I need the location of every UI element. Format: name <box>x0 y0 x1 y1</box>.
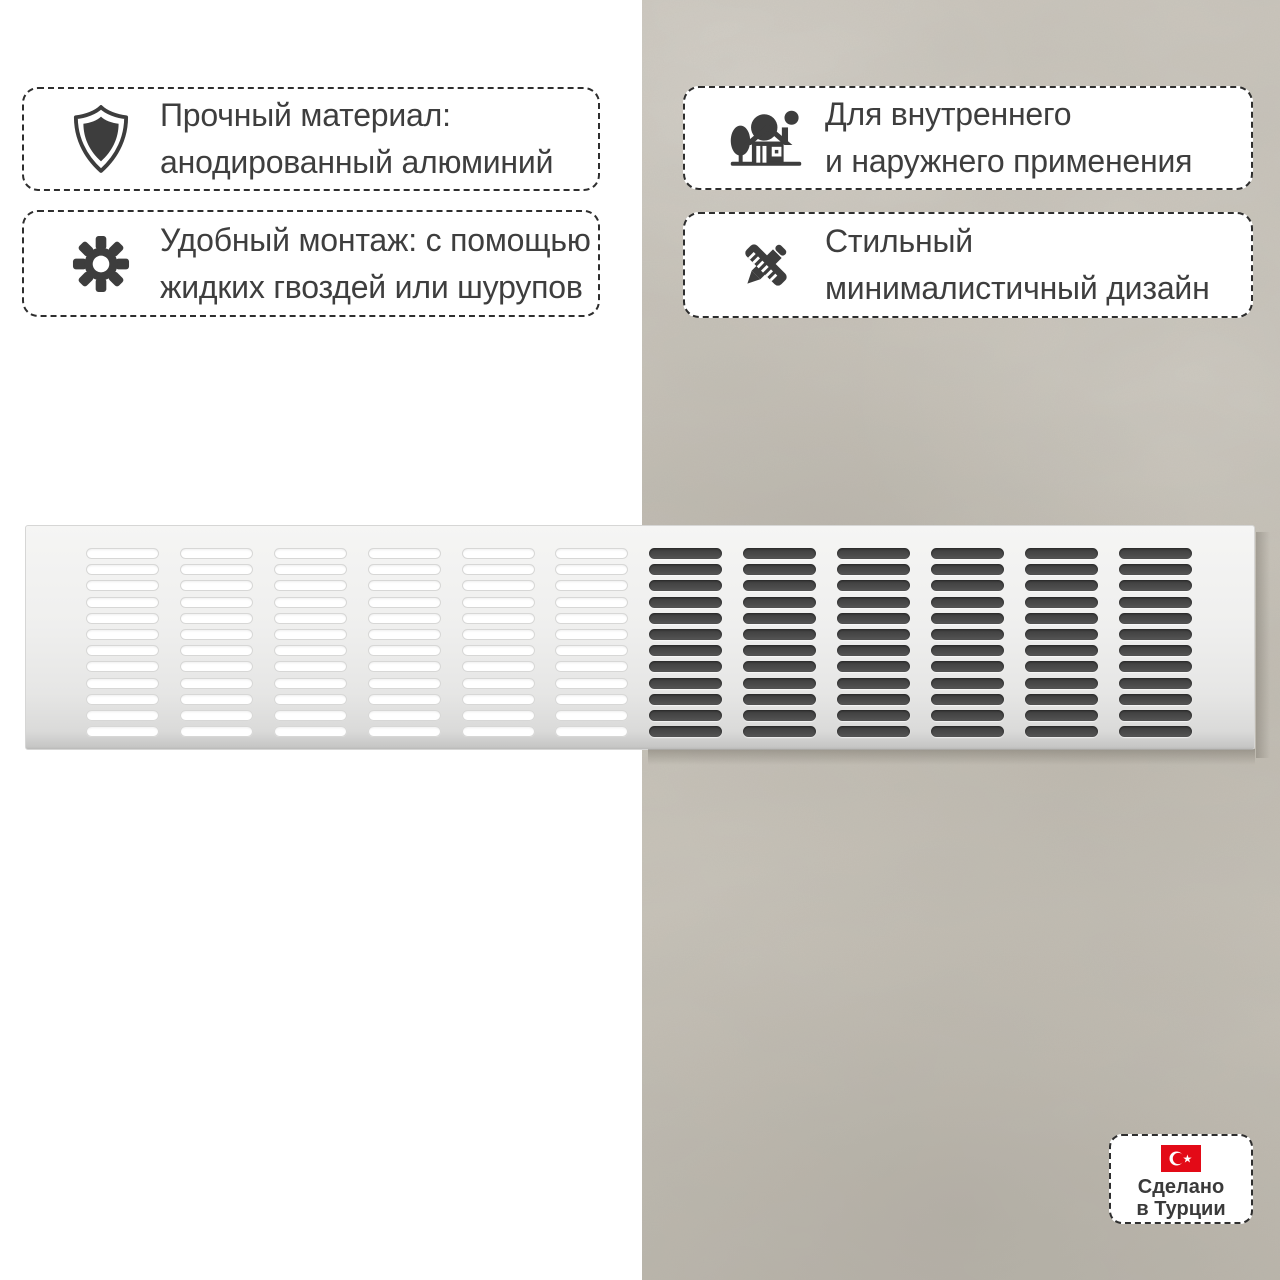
vent-slot <box>462 678 535 689</box>
vent-slot <box>649 597 722 608</box>
vent-slot <box>274 564 347 575</box>
vent-slot <box>743 548 816 559</box>
vent-slot <box>368 694 441 705</box>
vent-slot <box>462 564 535 575</box>
feature-card-material <box>22 87 600 191</box>
vent-slot <box>274 694 347 705</box>
vent-slot <box>180 597 253 608</box>
vent-slot <box>837 694 910 705</box>
vent-slot <box>743 661 816 672</box>
grille-shadow <box>648 749 1255 765</box>
vent-slot <box>555 726 628 737</box>
vent-slot <box>368 645 441 656</box>
vent-slot <box>1025 597 1098 608</box>
vent-slot <box>368 597 441 608</box>
vent-slot <box>86 694 159 705</box>
vent-slot <box>274 726 347 737</box>
feature-line: жидких гвоздей или шурупов <box>160 268 583 305</box>
turkey-flag-icon <box>1161 1145 1201 1172</box>
vent-slot <box>368 580 441 591</box>
vent-slot <box>462 645 535 656</box>
vent-slot <box>86 726 159 737</box>
vent-slot <box>86 548 159 559</box>
vent-slot <box>931 694 1004 705</box>
vent-slot <box>462 710 535 721</box>
vent-slot <box>1119 661 1192 672</box>
feature-line: Удобный монтаж: с помощью <box>160 221 591 258</box>
vent-slot <box>86 678 159 689</box>
pencil-ruler-icon <box>729 233 803 297</box>
vent-slot <box>555 580 628 591</box>
vent-slot <box>86 564 159 575</box>
feature-line: анодированный алюминий <box>160 144 554 180</box>
vent-slot <box>368 548 441 559</box>
made-in-text <box>1136 1176 1225 1220</box>
vent-slot <box>1119 645 1192 656</box>
vent-slot <box>837 564 910 575</box>
vent-slot <box>1025 613 1098 624</box>
vent-slot <box>1025 548 1098 559</box>
vent-slot <box>743 613 816 624</box>
vent-slot <box>274 710 347 721</box>
vent-slot <box>180 678 253 689</box>
vent-slot <box>368 564 441 575</box>
vent-slot <box>555 629 628 640</box>
vent-slot <box>649 726 722 737</box>
vent-slot <box>462 726 535 737</box>
vent-slot <box>743 580 816 591</box>
vent-slot <box>837 580 910 591</box>
vent-slot <box>1119 710 1192 721</box>
feature-card-mounting <box>22 210 600 317</box>
vent-slot <box>931 629 1004 640</box>
vent-slot <box>837 661 910 672</box>
vent-slot <box>743 678 816 689</box>
vent-slot <box>743 629 816 640</box>
vent-slot <box>931 678 1004 689</box>
feature-line: и наружнего применения <box>825 143 1193 179</box>
vent-slot <box>1119 564 1192 575</box>
vent-slot <box>274 548 347 559</box>
vent-slot <box>1119 694 1192 705</box>
vent-slot <box>180 694 253 705</box>
vent-slot <box>931 564 1004 575</box>
vent-slot <box>837 597 910 608</box>
vent-slot <box>931 597 1004 608</box>
gear-icon <box>64 235 138 293</box>
vent-slot <box>1025 580 1098 591</box>
vent-slot <box>180 710 253 721</box>
vent-slot <box>180 564 253 575</box>
shield-icon <box>64 104 138 174</box>
vent-slot <box>1119 629 1192 640</box>
vent-slot <box>931 580 1004 591</box>
vent-slot <box>555 613 628 624</box>
vent-slot <box>1119 580 1192 591</box>
vent-slot <box>180 580 253 591</box>
vent-slot <box>86 645 159 656</box>
vent-slot <box>837 548 910 559</box>
vent-slot <box>1025 645 1098 656</box>
vent-slot <box>837 710 910 721</box>
feature-text-design <box>825 218 1210 312</box>
vent-slot <box>1025 629 1098 640</box>
vent-slot <box>86 580 159 591</box>
vent-slot <box>649 564 722 575</box>
feature-text-mounting <box>160 217 591 311</box>
vent-slot <box>931 548 1004 559</box>
vent-slot <box>462 580 535 591</box>
vent-slot <box>1025 678 1098 689</box>
vent-slot <box>1119 678 1192 689</box>
vent-slot <box>368 726 441 737</box>
vent-slot <box>555 678 628 689</box>
vent-slot <box>555 661 628 672</box>
vent-slot <box>86 661 159 672</box>
vent-slot <box>931 710 1004 721</box>
made-in-badge <box>1109 1134 1253 1224</box>
vent-slot <box>180 661 253 672</box>
feature-card-design <box>683 212 1253 318</box>
svg-text:★: ★ <box>1182 1152 1193 1166</box>
vent-slot <box>837 613 910 624</box>
vent-slot <box>462 613 535 624</box>
vent-slot <box>86 613 159 624</box>
vent-slot <box>368 661 441 672</box>
vent-slot <box>180 629 253 640</box>
vent-slot <box>1025 694 1098 705</box>
vent-slot <box>274 613 347 624</box>
vent-slot <box>462 548 535 559</box>
grille-grid <box>25 525 1255 750</box>
vent-slot <box>180 645 253 656</box>
vent-slot <box>931 613 1004 624</box>
vent-slot <box>1025 726 1098 737</box>
vent-slot <box>1119 548 1192 559</box>
feature-text-usage <box>825 91 1192 185</box>
vent-slot <box>931 645 1004 656</box>
vent-slot <box>555 548 628 559</box>
feature-line: Для внутреннего <box>825 96 1072 132</box>
vent-slot <box>1025 661 1098 672</box>
vent-slot <box>462 629 535 640</box>
vent-slot <box>368 710 441 721</box>
vent-slot <box>1119 597 1192 608</box>
vent-slot <box>743 597 816 608</box>
feature-line: минималистичный дизайн <box>825 270 1210 306</box>
vent-slot <box>649 580 722 591</box>
vent-slot <box>274 597 347 608</box>
feature-text-material <box>160 92 553 186</box>
vent-slot <box>555 564 628 575</box>
vent-slot <box>743 726 816 737</box>
vent-slot <box>274 629 347 640</box>
vent-slot <box>837 678 910 689</box>
house-tree-icon <box>729 106 803 170</box>
vent-slot <box>649 694 722 705</box>
vent-slot <box>1119 613 1192 624</box>
vent-slot <box>649 678 722 689</box>
vent-slot <box>180 548 253 559</box>
vent-slot <box>743 694 816 705</box>
vent-slot <box>555 597 628 608</box>
vent-slot <box>837 645 910 656</box>
vent-slot <box>931 726 1004 737</box>
vent-slot <box>743 564 816 575</box>
vent-slot <box>462 597 535 608</box>
vent-slot <box>555 710 628 721</box>
vent-slot <box>1025 710 1098 721</box>
vent-slot <box>274 678 347 689</box>
vent-slot <box>274 661 347 672</box>
vent-slot <box>1119 726 1192 737</box>
vent-slot <box>837 726 910 737</box>
feature-card-usage <box>683 86 1253 190</box>
vent-slot <box>837 629 910 640</box>
made-in-line: Сделано <box>1137 1176 1225 1198</box>
feature-line: Прочный материал: <box>160 97 451 133</box>
vent-slot <box>649 645 722 656</box>
vent-slot <box>555 694 628 705</box>
vent-slot <box>180 613 253 624</box>
vent-slot <box>1025 564 1098 575</box>
vent-slot <box>743 645 816 656</box>
vent-slot <box>274 580 347 591</box>
vent-slot <box>649 548 722 559</box>
vent-slot <box>649 629 722 640</box>
made-in-line: в Турции <box>1136 1198 1226 1220</box>
vent-slot <box>368 678 441 689</box>
vent-slot <box>649 613 722 624</box>
vent-slot <box>743 710 816 721</box>
grille-shadow <box>1256 532 1270 758</box>
vent-slot <box>649 661 722 672</box>
vent-slot <box>462 661 535 672</box>
vent-slot <box>649 710 722 721</box>
vent-slot <box>86 710 159 721</box>
vent-slot <box>180 726 253 737</box>
vent-slot <box>86 597 159 608</box>
vent-slot <box>462 694 535 705</box>
vent-slot <box>368 613 441 624</box>
vent-slot <box>86 629 159 640</box>
feature-line: Стильный <box>825 223 973 259</box>
vent-slot <box>931 661 1004 672</box>
vent-slot <box>274 645 347 656</box>
vent-slot <box>368 629 441 640</box>
vent-slot <box>555 645 628 656</box>
